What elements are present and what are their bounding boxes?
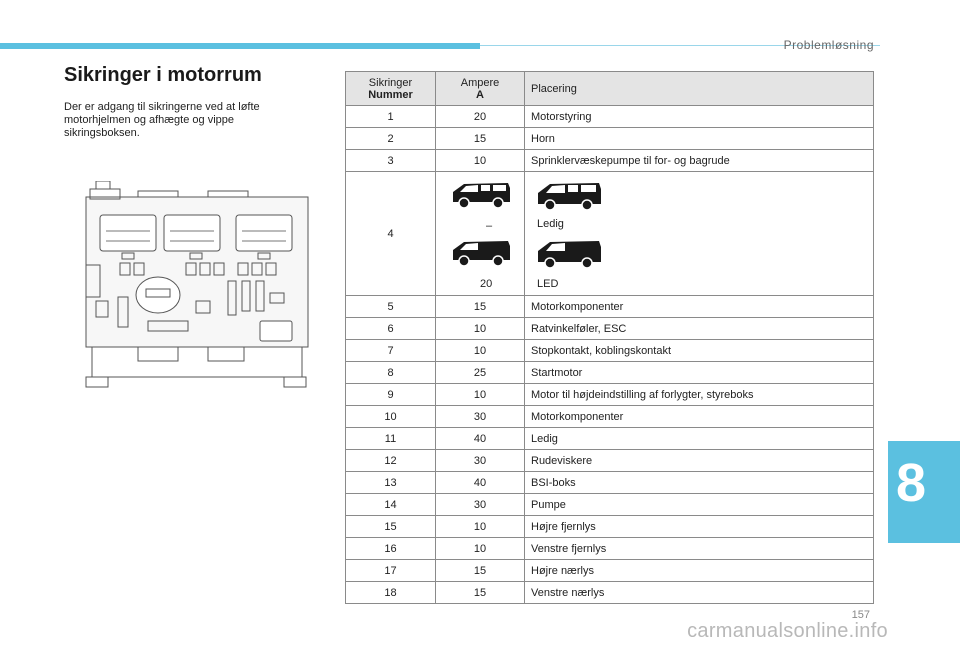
fuse-number: 16 <box>346 538 436 560</box>
fuse-placement: Motor til højdeindstilling af forlygter, styreboks <box>525 384 874 406</box>
fuse-placement: Sprinklervæskepumpe til for- og bagrude <box>525 150 874 172</box>
table-row <box>346 296 874 318</box>
fuse-number: 14 <box>346 494 436 516</box>
fuse-placement: Rudeviskere <box>525 450 874 472</box>
table-row <box>346 428 874 450</box>
fuse-number: 4 <box>346 172 436 296</box>
fuse-ampere: 10 <box>436 340 525 362</box>
table-row <box>346 384 874 406</box>
fuse-placement: Venstre fjernlys <box>525 538 874 560</box>
table-row <box>346 340 874 362</box>
fuse-ampere: 10 <box>436 318 525 340</box>
fuse-placement: Pumpe <box>525 494 874 516</box>
fuse-ampere: 10 <box>436 384 525 406</box>
watermark: carmanualsonline.info <box>687 620 888 642</box>
section-title: Problemløsning <box>783 38 874 52</box>
fuse-placement: Højre nærlys <box>525 560 874 582</box>
table-row-vehicle-variants <box>346 172 874 296</box>
top-accent-bar <box>0 43 480 49</box>
vehicle-amp-cell <box>436 172 525 296</box>
fuse-number: 13 <box>346 472 436 494</box>
fuse-placement: Højre fjernlys <box>525 516 874 538</box>
fuse-ampere: 30 <box>436 450 525 472</box>
table-row <box>346 362 874 384</box>
fuse-number: 17 <box>346 560 436 582</box>
fuse-number: 10 <box>346 406 436 428</box>
fuse-ampere: 30 <box>436 494 525 516</box>
table-row <box>346 582 874 604</box>
van-icon-long <box>450 238 512 268</box>
fuse-number: 2 <box>346 128 436 150</box>
header-nummer: Sikringer Nummer <box>346 72 436 106</box>
fuse-ampere: 40 <box>436 428 525 450</box>
fuse-ampere: 30 <box>436 406 525 428</box>
fuse-placement: Horn <box>525 128 874 150</box>
fuse-number: 15 <box>346 516 436 538</box>
fuse-number: 9 <box>346 384 436 406</box>
table-row <box>346 150 874 172</box>
fuse-ampere: 10 <box>436 538 525 560</box>
fuse-placement: Ratvinkelføler, ESC <box>525 318 874 340</box>
vehicle-placement-cell <box>525 172 874 296</box>
amp-lower-variant: 20 <box>480 278 493 290</box>
fuse-number: 5 <box>346 296 436 318</box>
table-row <box>346 106 874 128</box>
table-row <box>346 128 874 150</box>
fuse-number: 8 <box>346 362 436 384</box>
table-row <box>346 538 874 560</box>
fuse-ampere: 20 <box>436 106 525 128</box>
fuse-number: 7 <box>346 340 436 362</box>
fuse-ampere: 15 <box>436 560 525 582</box>
chapter-number: 8 <box>896 453 927 513</box>
fuse-number: 3 <box>346 150 436 172</box>
van-icon-short <box>535 180 603 212</box>
van-icon-long <box>535 238 603 270</box>
fuse-placement: Motorstyring <box>525 106 874 128</box>
fuse-placement: Motorkomponenter <box>525 296 874 318</box>
table-row <box>346 450 874 472</box>
fuse-placement: Stopkontakt, koblingskontakt <box>525 340 874 362</box>
fuse-ampere: 25 <box>436 362 525 384</box>
fuse-placement: Venstre nærlys <box>525 582 874 604</box>
fuse-ampere: 10 <box>436 516 525 538</box>
amp-upper-variant: – <box>486 220 493 232</box>
fuse-placement: Ledig <box>525 428 874 450</box>
placement-upper-variant: Ledig <box>537 218 564 230</box>
fuse-placement: BSI-boks <box>525 472 874 494</box>
placement-lower-variant: LED <box>537 278 559 290</box>
table-row <box>346 472 874 494</box>
fuse-placement: Motorkomponenter <box>525 406 874 428</box>
fusebox-diagram <box>78 181 323 391</box>
header-placering: Placering <box>525 72 874 106</box>
header-ampere: Ampere A <box>436 72 525 106</box>
fuse-ampere: 15 <box>436 128 525 150</box>
fuse-number: 11 <box>346 428 436 450</box>
table-row <box>346 406 874 428</box>
fuse-ampere: 40 <box>436 472 525 494</box>
fuse-ampere: 15 <box>436 582 525 604</box>
fuse-number: 1 <box>346 106 436 128</box>
fuse-number: 6 <box>346 318 436 340</box>
fuse-table <box>345 71 874 604</box>
intro-text: Der er adgang til sikringerne ved at løfte motorhjelmen og afhægte og vippe sikringsboksen. <box>64 101 260 139</box>
van-icon-short <box>450 180 512 210</box>
table-row <box>346 318 874 340</box>
table-row <box>346 494 874 516</box>
table-row <box>346 560 874 582</box>
fuse-ampere: 10 <box>436 150 525 172</box>
fuse-number: 18 <box>346 582 436 604</box>
fuse-number: 12 <box>346 450 436 472</box>
table-row <box>346 516 874 538</box>
table-header-row <box>346 72 874 106</box>
page-title: Sikringer i motorrum <box>64 64 262 86</box>
fuse-placement: Startmotor <box>525 362 874 384</box>
fuse-ampere: 15 <box>436 296 525 318</box>
page-number: 157 <box>851 609 870 621</box>
